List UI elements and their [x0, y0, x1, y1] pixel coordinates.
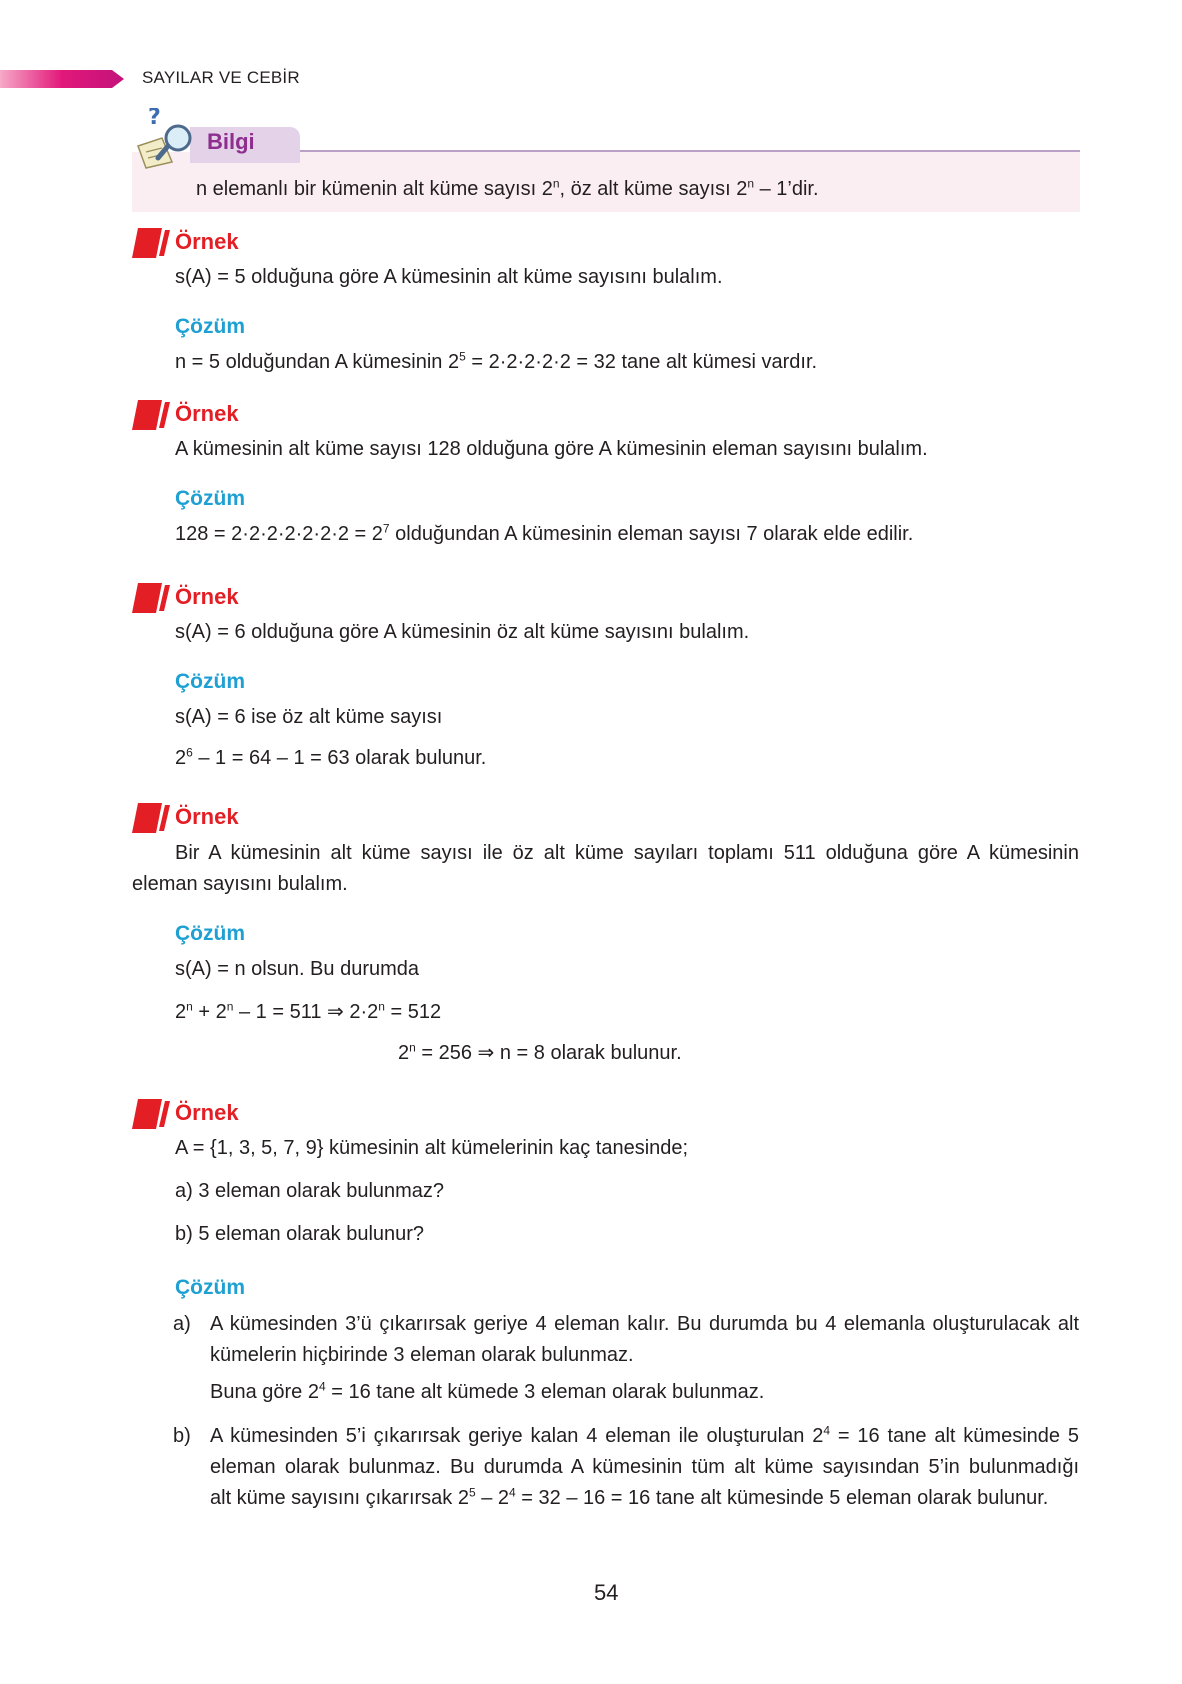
example-5-question-a: a) 3 eleman olarak bulunmaz? [175, 1180, 445, 1202]
example-5-answer-a-marker: a) [173, 1313, 191, 1335]
example-3-solution-line-2: $2^6 - 1 = 64 - 1 = 63$ olarak bulunur. [175, 745, 487, 769]
example-3-label: Örnek [175, 584, 239, 609]
example-1-solution-label: Çözüm [175, 315, 245, 338]
example-2-solution-label: Çözüm [175, 487, 245, 510]
example-4-equation-2: $2^n = 256$ ⇒ n = 8 olarak bulunur. [398, 1040, 682, 1064]
info-magnifier-icon [132, 108, 198, 170]
example-3-solution-label: Çözüm [175, 670, 245, 693]
example-3-question: s(A) = 6 olduğuna göre A kümesinin öz alt küme sayısını bulalım. [175, 621, 750, 643]
header-accent-bar [0, 70, 124, 88]
bilgi-title: Bilgi [207, 129, 255, 154]
section-title: SAYILAR VE CEBİR [142, 68, 300, 87]
svg-text:?: ? [148, 108, 161, 130]
example-5-answer-b-marker: b) [173, 1425, 191, 1447]
example-4-solution-label: Çözüm [175, 922, 245, 945]
example-5-answer-b-line-1: A kümesinden 5’i çıkarırsak geriye kalan 4 eleman ile oluşturulan $2^4 = 16$ tane alt kümesinde 5 [210, 1423, 1080, 1447]
example-4-equation-1: $2^n + 2^n - 1 = 511$ ⇒ $2\cdot 2^n = 512$ [175, 999, 442, 1023]
example-4-label: Örnek [175, 804, 239, 829]
example-5-answer-b-line-2: eleman olarak bulunmaz. Bu durumda A kümesinin tüm alt küme sayısından 5’in bulunmadığı [210, 1456, 1079, 1478]
example-2-solution: $128 = 2\cdot 2\cdot 2\cdot 2\cdot 2\cdot 2\cdot 2 = 2^7$ olduğundan A kümesinin eleman sayısı 7 olarak elde edilir. [175, 521, 914, 545]
page-number: 54 [594, 1580, 619, 1605]
example-4-solution-line-1: s(A) = n olsun. Bu durumda [175, 958, 420, 980]
example-1-solution: n = 5 olduğundan A kümesinin $2^5 = 2\cdot 2\cdot 2\cdot 2\cdot 2 = 32$ tane alt kümesi vardır. [175, 349, 818, 373]
example-5-answer-a-line-1: A kümesinden 3’ü çıkarırsak geriye 4 eleman kalır. Bu durumda bu 4 elemanla oluşturulacak alt [210, 1313, 1079, 1335]
example-5-answer-b-line-3: alt küme sayısını çıkarırsak $2^5 - 2^4 = 32 - 16 = 16$ tane alt kümesinde 5 eleman olarak bulunur. [210, 1485, 1049, 1509]
ornek-icon [132, 400, 174, 430]
ornek-icon [132, 583, 174, 613]
example-3-solution-line-1: s(A) = 6 ise öz alt küme sayısı [175, 706, 443, 728]
example-5-question: A = {1, 3, 5, 7, 9} kümesinin alt kümelerinin kaç tanesinde; [175, 1137, 689, 1159]
example-5-solution-label: Çözüm [175, 1276, 245, 1299]
example-5-answer-a-line-2: kümelerin hiçbirinde 3 eleman olarak bulunmaz. [210, 1344, 634, 1366]
ornek-icon [132, 1099, 174, 1129]
example-1-question: s(A) = 5 olduğuna göre A kümesinin alt küme sayısını bulalım. [175, 266, 723, 288]
example-2-question: A kümesinin alt küme sayısı 128 olduğuna göre A kümesinin eleman sayısını bulalım. [175, 438, 928, 460]
example-5-label: Örnek [175, 1100, 239, 1125]
example-5-question-b: b) 5 eleman olarak bulunur? [175, 1223, 425, 1245]
bilgi-text: n elemanlı bir kümenin alt küme sayısı 2$^n$, öz alt küme sayısı 2$^n$ – 1’dir. [196, 176, 819, 200]
example-4-question-line-2: eleman sayısını bulalım. [132, 873, 348, 895]
example-5-answer-a-line-3: Buna göre $2^4 = 16$ tane alt kümede 3 eleman olarak bulunmaz. [210, 1379, 765, 1403]
example-1-label: Örnek [175, 229, 239, 254]
bilgi-divider [300, 150, 1080, 152]
ornek-icon [132, 803, 174, 833]
example-4-question-line-1: Bir A kümesinin alt küme sayısı ile öz alt küme sayıları toplamı 511 olduğuna göre A kümesinin [175, 842, 1079, 864]
ornek-icon [132, 228, 174, 258]
example-2-label: Örnek [175, 401, 239, 426]
